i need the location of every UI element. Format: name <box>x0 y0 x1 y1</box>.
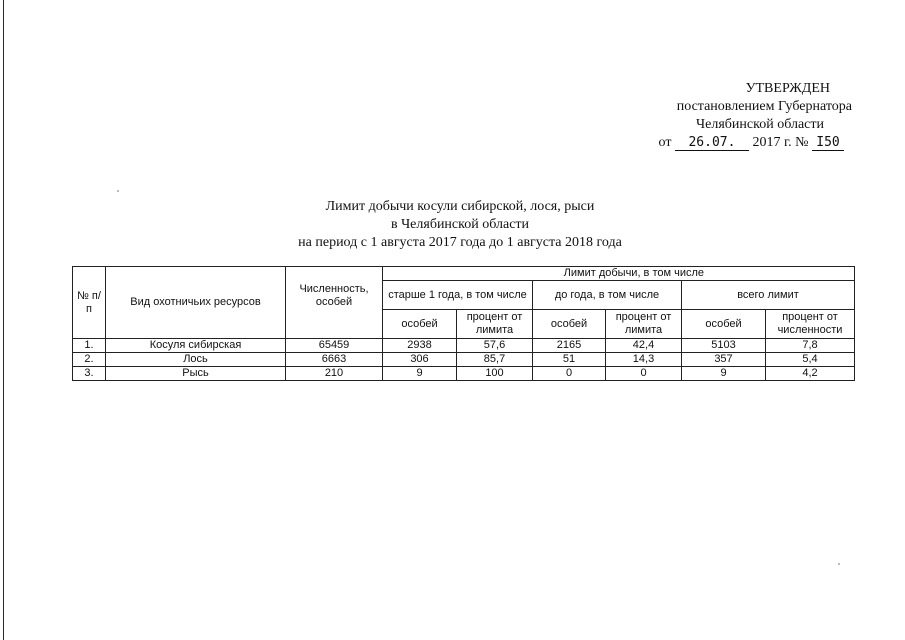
header-over-1-year: старше 1 года, в том числе <box>383 281 533 310</box>
cell-num: 2. <box>73 353 106 367</box>
cell-total-count: 9 <box>682 367 766 381</box>
approval-block <box>600 80 860 152</box>
header-limit-group: Лимит добычи, в том числе <box>383 267 855 281</box>
title-line-1: Лимит добычи косули сибирской, лося, рыси <box>325 199 595 214</box>
cell-under-pct: 14,3 <box>606 353 682 367</box>
cell-population: 65459 <box>286 339 383 353</box>
cell-over-pct: 100 <box>457 367 533 381</box>
cell-total-count: 357 <box>682 353 766 367</box>
header-over-individuals: особей <box>383 310 457 339</box>
handwritten-number: I50 <box>812 135 844 151</box>
approval-region: Челябинской области <box>696 117 824 132</box>
cell-over-pct: 57,6 <box>457 339 533 353</box>
header-num: № п/п <box>73 267 106 339</box>
header-species: Вид охотничьих ресурсов <box>106 267 286 339</box>
title-line-2: в Челябинской области <box>390 217 530 232</box>
cell-over-pct: 85,7 <box>457 353 533 367</box>
header-population: Численность, особей <box>286 267 383 339</box>
cell-num: 3. <box>73 367 106 381</box>
page-left-edge <box>3 0 4 640</box>
header-under-1-year: до года, в том числе <box>533 281 682 310</box>
limits-table <box>72 266 855 381</box>
approval-date-row <box>600 134 844 152</box>
cell-total-count: 5103 <box>682 339 766 353</box>
cell-over-count: 306 <box>383 353 457 367</box>
cell-under-pct: 0 <box>606 367 682 381</box>
cell-total-pct: 7,8 <box>766 339 855 353</box>
cell-population: 210 <box>286 367 383 381</box>
header-total-individuals: особей <box>682 310 766 339</box>
approval-decree: постановлением Губернатора <box>676 99 852 114</box>
handwritten-date: 26.07. <box>675 135 749 151</box>
title-line-3: на период с 1 августа 2017 года до 1 августа 2018 года <box>298 235 622 250</box>
cell-under-count: 2165 <box>533 339 606 353</box>
cell-over-count: 2938 <box>383 339 457 353</box>
header-total-limit: всего лимит <box>682 281 855 310</box>
approval-heading: УТВЕРЖДЕН <box>745 81 830 96</box>
cell-under-pct: 42,4 <box>606 339 682 353</box>
cell-total-pct: 5,4 <box>766 353 855 367</box>
cell-species: Рысь <box>106 367 286 381</box>
header-under-individuals: особей <box>533 310 606 339</box>
document-title <box>230 198 690 252</box>
cell-species: Косуля сибирская <box>106 339 286 353</box>
table-row <box>73 367 855 381</box>
table-row <box>73 353 855 367</box>
cell-num: 1. <box>73 339 106 353</box>
cell-total-pct: 4,2 <box>766 367 855 381</box>
from-label: от <box>658 135 672 150</box>
cell-over-count: 9 <box>383 367 457 381</box>
year-label: 2017 г. <box>752 135 792 150</box>
table-row <box>73 339 855 353</box>
number-sign: № <box>795 135 809 150</box>
header-over-percent: процент от лимита <box>457 310 533 339</box>
header-total-percent: процент от численности <box>766 310 855 339</box>
cell-under-count: 0 <box>533 367 606 381</box>
cell-under-count: 51 <box>533 353 606 367</box>
scan-speck <box>838 563 840 565</box>
cell-population: 6663 <box>286 353 383 367</box>
header-under-percent: процент от лимита <box>606 310 682 339</box>
scan-speck <box>117 190 119 192</box>
cell-species: Лось <box>106 353 286 367</box>
